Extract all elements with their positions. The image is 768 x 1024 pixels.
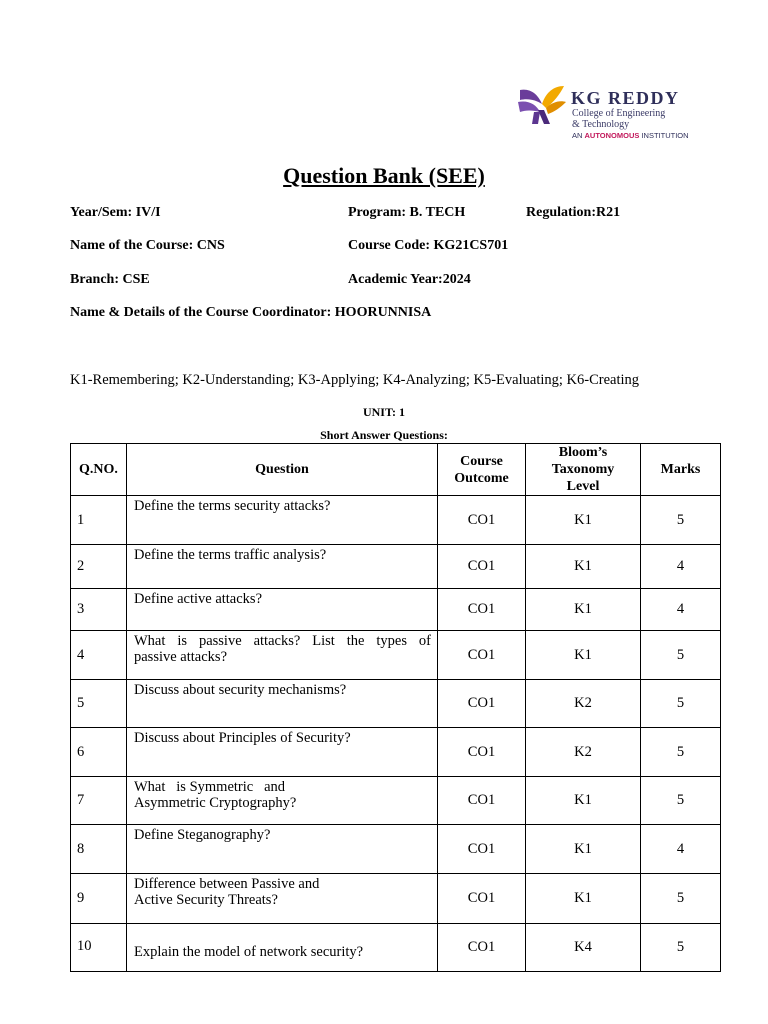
row-course-outcome: CO1 <box>438 631 526 680</box>
question-line1: Define Steganography? <box>134 827 271 843</box>
unit-heading: UNIT: 1 <box>362 405 406 419</box>
row-marks: 5 <box>641 680 721 728</box>
year-sem: Year/Sem: IV/I <box>70 205 161 220</box>
row-bloom-level: K2 <box>526 680 641 728</box>
row-question <box>127 728 438 777</box>
table-row <box>71 924 721 972</box>
header-question: Question <box>127 444 438 496</box>
course-code: Course Code: KG21CS701 <box>348 238 509 253</box>
logo-subtitle-line1: College of Engineering <box>572 108 666 119</box>
question-line1: Define the terms security attacks? <box>134 498 331 514</box>
header-bloom-line2: Taxonomy <box>551 462 615 477</box>
row-bloom-level: K1 <box>526 825 641 874</box>
program: Program: B. TECH <box>348 205 466 220</box>
tagline-prefix: AN <box>572 131 585 140</box>
table-row <box>71 777 721 825</box>
table-row <box>71 589 721 631</box>
row-course-outcome: CO1 <box>438 874 526 924</box>
header-co-line2: Outcome <box>454 470 509 486</box>
row-course-outcome: CO1 <box>438 496 526 545</box>
header-bloom-level <box>526 444 641 496</box>
question-line2: Active Security Threats? <box>134 892 278 908</box>
header-bloom-line3: Level <box>566 479 600 494</box>
table-row <box>71 496 721 545</box>
section-heading: Short Answer Questions: <box>320 428 448 442</box>
row-bloom-level: K1 <box>526 496 641 545</box>
row-marks: 5 <box>641 924 721 972</box>
row-course-outcome: CO1 <box>438 680 526 728</box>
page-title: Question Bank (SEE) <box>283 163 485 188</box>
row-question <box>127 545 438 589</box>
row-qno: 7 <box>71 777 127 825</box>
row-qno: 9 <box>71 874 127 924</box>
logo-name: KG REDDY <box>571 88 680 108</box>
row-qno: 6 <box>71 728 127 777</box>
row-course-outcome: CO1 <box>438 924 526 972</box>
row-question <box>127 777 438 825</box>
row-course-outcome: CO1 <box>438 728 526 777</box>
tagline-highlight: AUTONOMOUS <box>584 131 640 140</box>
question-line2: Asymmetric Cryptography? <box>134 795 297 811</box>
row-qno: 8 <box>71 825 127 874</box>
row-qno: 3 <box>71 589 127 631</box>
question-line1: Define active attacks? <box>134 591 263 607</box>
row-course-outcome: CO1 <box>438 589 526 631</box>
logo-subtitle <box>572 108 665 130</box>
table-row <box>71 874 721 924</box>
question-line1: Discuss about security mechanisms? <box>134 682 347 698</box>
question-line1: Difference between Passive and <box>134 876 320 892</box>
table-row <box>71 631 721 680</box>
row-bloom-level: K1 <box>526 631 641 680</box>
row-course-outcome: CO1 <box>438 777 526 825</box>
table-row <box>71 825 721 874</box>
row-question <box>127 924 438 972</box>
row-marks: 5 <box>641 874 721 924</box>
branch: Branch: CSE <box>70 272 150 287</box>
question-line1: Explain the model of network security? <box>134 943 364 960</box>
row-qno: 4 <box>71 631 127 680</box>
row-marks: 4 <box>641 545 721 589</box>
row-bloom-level: K1 <box>526 545 641 589</box>
tagline-suffix: INSTITUTION <box>639 131 689 140</box>
row-qno: 5 <box>71 680 127 728</box>
row-marks: 4 <box>641 825 721 874</box>
row-marks: 5 <box>641 631 721 680</box>
college-logo <box>516 82 696 142</box>
row-question <box>127 825 438 874</box>
table-row <box>71 680 721 728</box>
table-row <box>71 728 721 777</box>
question-line1: Define the terms traffic analysis? <box>134 547 327 563</box>
row-qno: 1 <box>71 496 127 545</box>
header-bloom-line1: Bloom’s <box>558 445 608 460</box>
row-bloom-level: K1 <box>526 589 641 631</box>
row-qno: 10 <box>71 924 127 972</box>
table-header-row <box>71 444 721 496</box>
question-table <box>70 443 721 972</box>
row-marks: 5 <box>641 496 721 545</box>
row-qno: 2 <box>71 545 127 589</box>
academic-year: Academic Year:2024 <box>348 272 471 287</box>
row-bloom-level: K1 <box>526 874 641 924</box>
regulation: Regulation:R21 <box>526 205 621 220</box>
question-line1: Discuss about Principles of Security? <box>134 730 351 746</box>
header-qno: Q.NO. <box>71 444 127 496</box>
row-marks: 5 <box>641 728 721 777</box>
question-line1: What is Symmetric and <box>134 779 286 795</box>
header-marks: Marks <box>641 444 721 496</box>
row-question <box>127 496 438 545</box>
row-marks: 5 <box>641 777 721 825</box>
question-line2: passive attacks? <box>134 649 228 665</box>
logo-subtitle-line2: & Technology <box>572 119 630 130</box>
course-name: Name of the Course: CNS <box>70 238 225 253</box>
knowledge-levels-legend: K1-Remembering; K2-Understanding; K3-Applying; K4-Analyzing; K5-Evaluating; K6-Creating <box>70 372 640 388</box>
row-bloom-level: K2 <box>526 728 641 777</box>
row-marks: 4 <box>641 589 721 631</box>
logo-emblem-icon <box>516 82 568 126</box>
table-row <box>71 545 721 589</box>
row-question <box>127 631 438 680</box>
row-question <box>127 680 438 728</box>
question-line1: What is passive attacks? List the types of <box>134 633 431 649</box>
row-bloom-level: K4 <box>526 924 641 972</box>
course-coordinator: Name & Details of the Course Coordinator: HOORUNNISA <box>70 305 432 320</box>
row-course-outcome: CO1 <box>438 825 526 874</box>
logo-tagline <box>572 131 689 140</box>
row-question <box>127 589 438 631</box>
row-question <box>127 874 438 924</box>
row-bloom-level: K1 <box>526 777 641 825</box>
header-co-line1: Course <box>460 453 503 469</box>
header-course-outcome <box>438 444 526 496</box>
row-course-outcome: CO1 <box>438 545 526 589</box>
